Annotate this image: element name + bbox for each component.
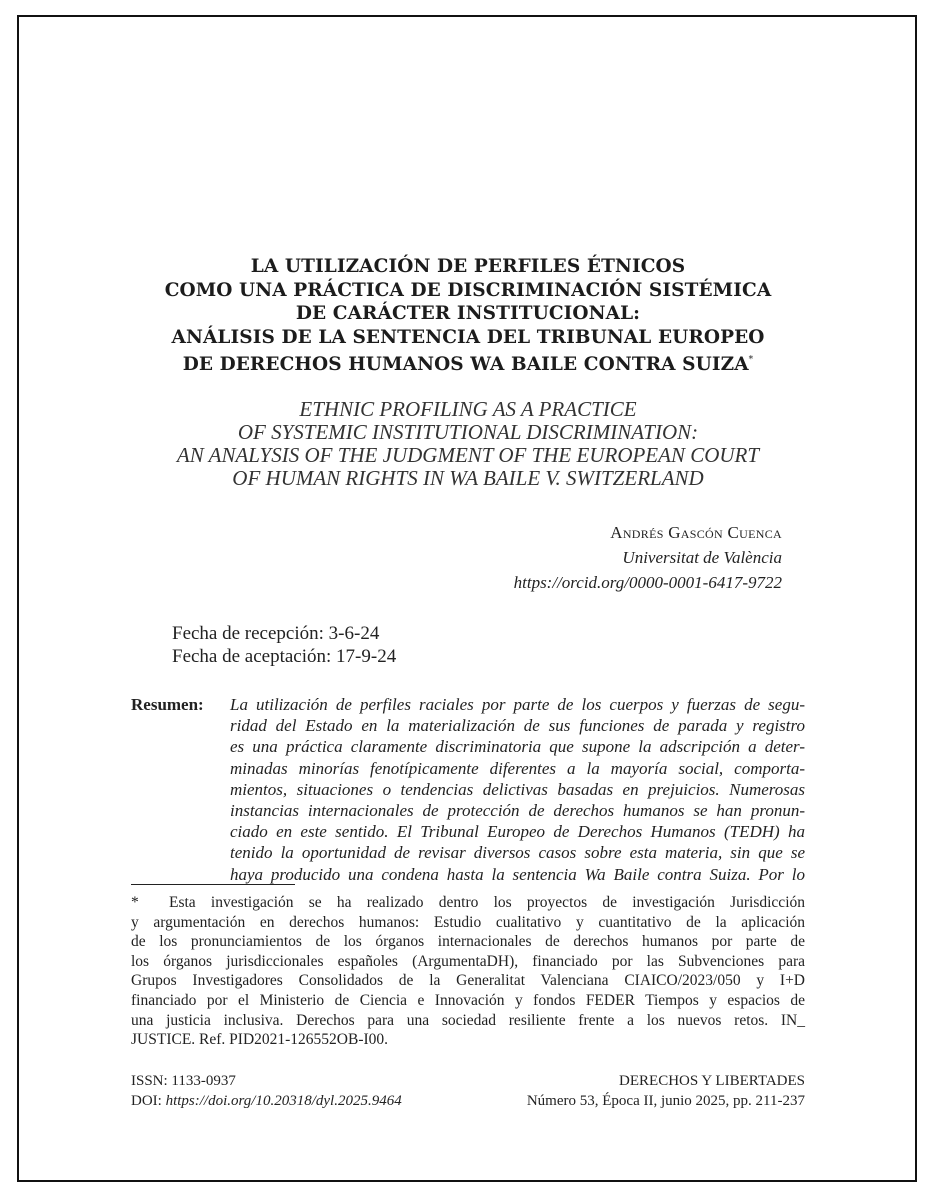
journal-name: DERECHOS Y LIBERTADES [619,1073,805,1089]
footnote-line: una justicia inclusiva. Derechos para una sociedad resiliente frente a los nuevos retos. IN_ [131,1011,805,1029]
abstract-line: ciado en este sentido. El Tribunal Europeo de Derechos Humanos (TEDH) ha [230,822,805,842]
abstract-line: instancias internacionales de protección de derechos humanos se han pronun- [230,801,805,821]
footer-right [527,1071,805,1111]
spanish-title-line: COMO UNA PRÁCTICA DE DISCRIMINACIÓN SISTÉMICA [164,279,772,301]
abstract-label: Resumen: [131,695,204,714]
abstract-line: haya producido una condena hasta la sentencia Wa Baile contra Suiza. Por lo [230,864,805,884]
doi-label: DOI: [131,1093,166,1109]
footnote [131,893,805,1050]
issue-info: Número 53, Época II, junio 2025, pp. 211-237 [526,1093,805,1109]
english-title-line: OF HUMAN RIGHTS IN WA BAILE V. SWITZERLAND [232,466,704,490]
abstract-line: minadas minorías fenotípicamente diferentes a la mayoría social, comporta- [230,758,805,778]
abstract-line: es una práctica claramente discriminatoria que supone la adscripción a deter- [230,737,805,757]
abstract-text [230,694,805,885]
english-title-line: ETHNIC PROFILING AS A PRACTICE [299,397,637,421]
english-title-line: OF SYSTEMIC INSTITUTIONAL DISCRIMINATION: [237,420,699,444]
author-block [514,520,782,595]
abstract-line: ridad del Estado en la materialización de sus funciones de parada y registro [230,716,805,736]
footnote-line: los órganos jurisdiccionales españoles (ArgumentaDH), financiado por las Subvenciones para [131,952,805,970]
abstract-line: mientos, situaciones o tendencias delictivas basadas en prejuicios. Numerosas [230,779,805,799]
doi-link[interactable]: https://doi.org/10.20318/dyl.2025.9464 [165,1093,402,1109]
spanish-title-line [0,349,936,377]
footnote-line: de los pronunciamientos de los órganos internacionales de derechos humanos por parte de [131,933,805,951]
spanish-title-line: LA UTILIZACIÓN DE PERFILES ÉTNICOS [250,256,686,277]
abstract-line: tenido la oportunidad de revisar diversos casos sobre esta materia, sin que se [230,843,805,863]
received-date: Fecha de recepción: 3-6-24 [172,623,380,644]
accepted-date: Fecha de aceptación: 17-9-24 [172,646,397,667]
footer-left [131,1071,402,1111]
footnote-marker: * [131,894,139,911]
footnote-line-text: Esta investigación se ha realizado dentro los proyectos de investigación Jurisdicción [169,894,805,911]
doi [131,1091,402,1111]
footnote-line: Grupos Investigadores Consolidados de la Generalitat Valenciana CIAICO/2023/050 y I+D [131,972,805,990]
spanish-title-line-text: DE DERECHOS HUMANOS WA BAILE CONTRA SUIZA [182,354,749,375]
author-orcid-link[interactable]: https://orcid.org/0000-0001-6417-9722 [513,573,782,592]
issn: ISSN: 1133-0937 [131,1073,236,1089]
footnote-line: financiado por el Ministerio de Ciencia e Innovación y fondos FEDER Tiempos y espacios de [131,991,805,1009]
author-name: Andrés Gascón Cuenca [610,523,782,542]
english-title-line: AN ANALYSIS OF THE JUDGMENT OF THE EUROPEAN COURT [176,443,760,467]
footnote-line: JUSTICE. Ref. PID2021-126552OB-I00. [131,1031,389,1049]
footnote-line [131,893,805,913]
footnote-divider [131,884,295,885]
spanish-title-line: ANÁLISIS DE LA SENTENCIA DEL TRIBUNAL EUROPEO [171,326,765,348]
spanish-title [0,255,936,377]
spanish-title-line: DE CARÁCTER INSTITUCIONAL: [295,303,641,324]
dates-block [172,622,396,668]
english-title [0,398,936,490]
title-footnote-marker[interactable]: * [748,355,754,365]
footnote-line: y argumentación en derechos humanos: Estudio cualitativo y cuantitativo de la aplicación [131,913,805,931]
author-institution: Universitat de València [622,548,782,567]
abstract-line: La utilización de perfiles raciales por parte de los cuerpos y fuerzas de segu- [230,695,805,714]
